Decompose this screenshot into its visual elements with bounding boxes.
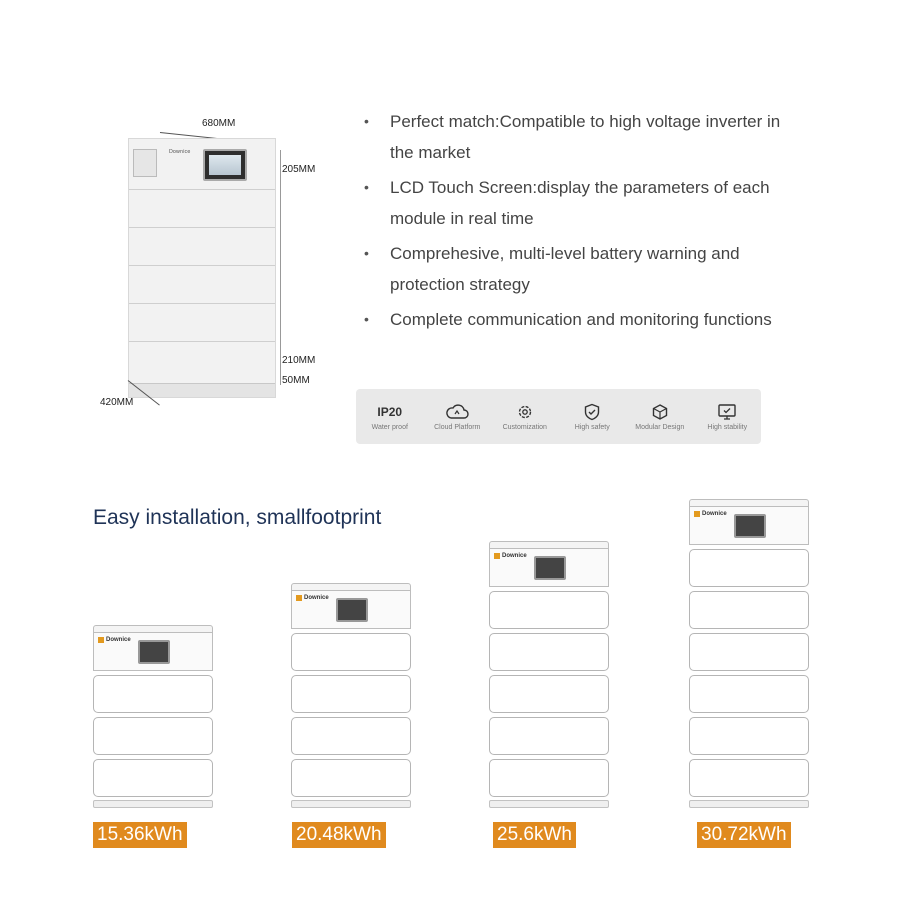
battery-module — [93, 759, 213, 797]
logo-mark-icon — [296, 595, 302, 601]
battery-module — [489, 633, 609, 671]
base-height-dimension: 50MM — [282, 375, 310, 386]
bullet-item: • LCD Touch Screen:display the parameters of each module in real time — [364, 178, 770, 228]
feature-high-stability — [694, 389, 762, 444]
battery-module — [489, 675, 609, 713]
capacity-label: 25.6kWh — [493, 822, 576, 848]
battery-module — [291, 675, 411, 713]
controller-module — [689, 507, 809, 545]
depth-dimension: 420MM — [100, 397, 134, 408]
feature-label: High safety — [574, 423, 610, 431]
brand-name: Downice — [304, 595, 329, 601]
battery-module — [291, 717, 411, 755]
width-dimension: 680MM — [202, 118, 236, 129]
battery-module — [489, 759, 609, 797]
module-height-dimension: 210MM — [282, 355, 316, 366]
battery-module — [489, 717, 609, 755]
lcd-screen — [203, 149, 247, 181]
battery-module — [689, 759, 809, 797]
brand-logo — [494, 553, 527, 559]
lcd-screen — [138, 640, 170, 664]
feature-label: Water proof — [371, 423, 408, 431]
battery-stack — [93, 625, 213, 808]
capacity-label: 20.48kWh — [292, 822, 386, 848]
bullet-item: • Complete communication and monitoring functions — [364, 310, 772, 329]
feature-label: Modular Design — [635, 423, 685, 431]
feature-label: High stability — [707, 423, 748, 431]
battery-unit-image — [128, 138, 276, 398]
controller-height-dimension: 205MM — [282, 164, 316, 175]
battery-module — [93, 717, 213, 755]
battery-module — [489, 591, 609, 629]
stack-base — [489, 800, 609, 808]
battery-module — [689, 717, 809, 755]
lcd-screen — [336, 598, 368, 622]
feature-bullet-list — [364, 106, 794, 339]
controller-module — [93, 633, 213, 671]
brand-logo — [296, 595, 329, 601]
controller-module — [291, 591, 411, 629]
stack-base — [93, 800, 213, 808]
brand-name: Downice — [702, 511, 727, 517]
cube-icon — [651, 403, 669, 421]
monitor-check-icon — [717, 403, 737, 421]
battery-module — [93, 675, 213, 713]
gear-icon — [516, 403, 534, 421]
stack-base — [291, 800, 411, 808]
battery-stack — [291, 583, 411, 808]
lcd-screen — [734, 514, 766, 538]
battery-module — [689, 633, 809, 671]
feature-ip20 — [356, 389, 424, 444]
brand-name: Downice — [106, 637, 131, 643]
capacity-label: 15.36kWh — [93, 822, 187, 848]
io-panel — [133, 149, 157, 177]
unit-brand-logo: Downice — [169, 149, 191, 155]
feature-customization — [491, 389, 559, 444]
battery-module — [689, 675, 809, 713]
feature-cloud — [424, 389, 492, 444]
battery-module — [689, 591, 809, 629]
feature-modular-design — [626, 389, 694, 444]
section-heading: Easy installation, smallfootprint — [93, 506, 382, 529]
controller-module — [489, 549, 609, 587]
stack-top-cap — [291, 583, 411, 591]
battery-module — [291, 633, 411, 671]
logo-mark-icon — [98, 637, 104, 643]
battery-stack — [489, 541, 609, 808]
stack-top-cap — [689, 499, 809, 507]
cloud-icon — [445, 403, 469, 421]
bullet-item: • Comprehesive, multi-level battery warning and protection strategy — [364, 244, 740, 294]
battery-module — [689, 549, 809, 587]
lcd-screen — [534, 556, 566, 580]
feature-label: Cloud Platform — [434, 423, 481, 431]
battery-module — [291, 759, 411, 797]
brand-logo — [694, 511, 727, 517]
stack-top-cap — [93, 625, 213, 633]
ip20-text: IP20 — [377, 404, 403, 419]
shield-check-icon — [583, 403, 601, 421]
stack-top-cap — [489, 541, 609, 549]
features-bar — [356, 389, 761, 444]
logo-mark-icon — [694, 511, 700, 517]
battery-stack — [689, 499, 809, 808]
capacity-label: 30.72kWh — [697, 822, 791, 848]
unit-base — [129, 383, 275, 397]
brand-logo — [98, 637, 131, 643]
bullet-item: • Perfect match:Compatible to high voltage inverter in the market — [364, 112, 781, 162]
stack-base — [689, 800, 809, 808]
brand-name: Downice — [502, 553, 527, 559]
feature-label: Customization — [502, 423, 547, 431]
logo-mark-icon — [494, 553, 500, 559]
feature-high-safety — [559, 389, 627, 444]
